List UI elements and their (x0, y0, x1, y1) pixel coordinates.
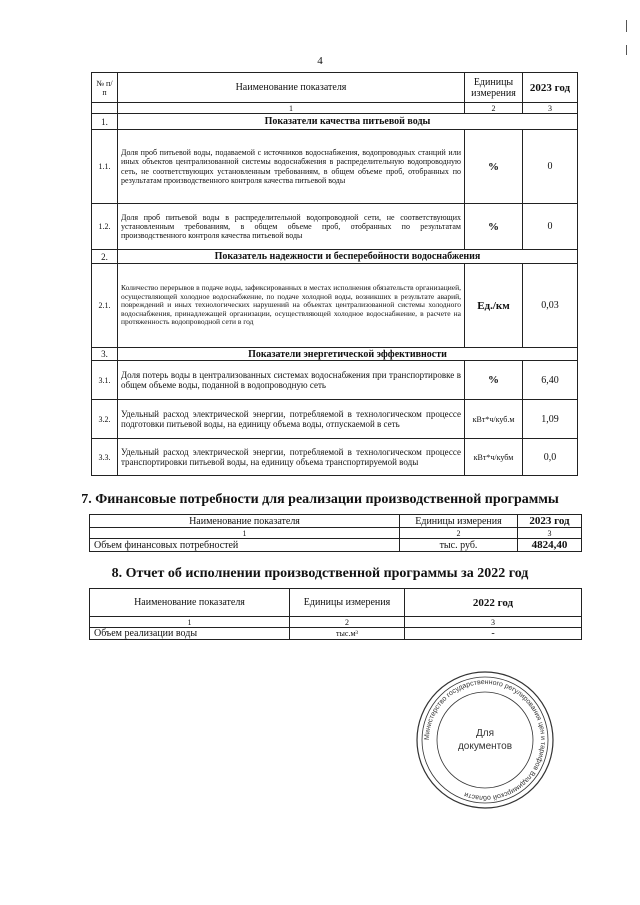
row-desc: Удельный расход электрической энергии, потребляемой в технологическом процессе транспортировки питьевой воды, на единицу объема транспортируемой воды (118, 439, 465, 476)
section-row (92, 114, 578, 130)
indicators-table (91, 72, 578, 476)
page-edge-mark (626, 45, 627, 55)
table-row (92, 264, 578, 348)
row-num: 3.3. (92, 439, 118, 476)
row-value: 0,0 (523, 439, 578, 476)
row-desc: Доля потерь воды в централизованных системах водоснабжения при транспортировке в общем объеме воды, поданной в водопроводную сеть (118, 361, 465, 400)
stamp-center-line2: документов (457, 741, 513, 752)
row-unit: % (465, 130, 523, 204)
header-name: Наименование показателя (90, 515, 400, 528)
row-value: 1,09 (523, 400, 578, 439)
row-desc: Удельный расход электрической энергии, потребляемой в технологическом процессе подготовки питьевой воды, на единицу объема воды, отпускаемой в сеть (118, 400, 465, 439)
section-row (92, 348, 578, 361)
table-row (90, 539, 582, 552)
column-numbers-row (92, 103, 578, 114)
col-number: 1 (90, 528, 400, 539)
official-stamp (415, 670, 555, 810)
table-row (92, 439, 578, 476)
row-num: 1.2. (92, 204, 118, 250)
row-unit: тыс.м³ (290, 628, 405, 640)
col-number: 2 (465, 103, 523, 114)
section-title: Показатель надежности и бесперебойности водоснабжения (118, 250, 578, 264)
section-num: 2. (92, 250, 118, 264)
program-report-table (89, 588, 582, 640)
row-num: 3.1. (92, 361, 118, 400)
row-value: 0 (523, 130, 578, 204)
row-num: 3.2. (92, 400, 118, 439)
row-name: Объем финансовых потребностей (90, 539, 400, 552)
row-value: 6,40 (523, 361, 578, 400)
table-row (90, 628, 582, 640)
header-unit: Единицы измерения (290, 589, 405, 617)
col-number: 2 (290, 617, 405, 628)
table-header-row (90, 515, 582, 528)
header-year: 2023 год (518, 515, 582, 528)
header-unit: Единицы измерения (465, 73, 523, 103)
row-unit: % (465, 204, 523, 250)
column-numbers-row (90, 528, 582, 539)
table-header-row (90, 589, 582, 617)
row-unit: кВт*ч/куб.м (465, 400, 523, 439)
section-title: Показатели энергетической эффективности (118, 348, 578, 361)
header-num: № п/п (92, 73, 118, 103)
col-number: 3 (405, 617, 582, 628)
row-num: 1.1. (92, 130, 118, 204)
stamp-ring-text: Министерство государственного регулирования цен и тарифов Владимирской области (423, 678, 547, 802)
col-number: 3 (523, 103, 578, 114)
row-name: Объем реализации воды (90, 628, 290, 640)
header-name: Наименование показателя (118, 73, 465, 103)
column-numbers-row (90, 617, 582, 628)
table-header-row (92, 73, 578, 103)
row-value: - (405, 628, 582, 640)
row-unit: % (465, 361, 523, 400)
col-number: 1 (90, 617, 290, 628)
section-title: Показатели качества питьевой воды (118, 114, 578, 130)
table-row (92, 400, 578, 439)
section-row (92, 250, 578, 264)
col-number: 2 (400, 528, 518, 539)
page-edge-mark (626, 20, 627, 32)
row-desc: Доля проб питьевой воды в распределительной водопроводной сети, не соответствующих установленным требованиям, в общем объеме проб, отобранных по результатам производственного контроля качества питьевой воды (118, 204, 465, 250)
row-desc: Доля проб питьевой воды, подаваемой с источников водоснабжения, водопроводных станций или иных объектов централизованной системы водоснабжения в распределительную водопроводную сеть, не соответствующих установленным требованиям, в общем объеме проб, отобранных по результатам производственного контроля качества питьевой воды (118, 130, 465, 204)
table-row (92, 361, 578, 400)
page-number: 4 (317, 55, 323, 67)
header-year: 2022 год (405, 589, 582, 617)
row-value: 4824,40 (518, 539, 582, 552)
section-7-heading: 7. Финансовые потребности для реализации производственной программы (81, 492, 559, 507)
row-desc: Количество перерывов в подаче воды, зафиксированных в местах исполнения обязательств организацией, осуществляющей холодное водоснабжение, по подаче холодной воды, возникших в результате аварий, повреждений и иных технологических нарушений на объектах централизованной системы холодного водоснабжения, принадлежащей организации, осуществляющей холодное водоснабжение, в расчете на протяженность водопроводной сети в год (118, 264, 465, 348)
section-8-heading: 8. Отчет об исполнении производственной программы за 2022 год (111, 566, 529, 581)
table-row (92, 204, 578, 250)
section-num: 1. (92, 114, 118, 130)
header-unit: Единицы измерения (400, 515, 518, 528)
row-unit: Ед./км (465, 264, 523, 348)
header-year: 2023 год (523, 73, 578, 103)
row-value: 0 (523, 204, 578, 250)
row-value: 0,03 (523, 264, 578, 348)
section-num: 3. (92, 348, 118, 361)
row-num: 2.1. (92, 264, 118, 348)
row-unit: тыс. руб. (400, 539, 518, 552)
table-row (92, 130, 578, 204)
col-number: 3 (518, 528, 582, 539)
col-number: 1 (118, 103, 465, 114)
stamp-center-line1: Для (475, 728, 495, 739)
financial-needs-table (89, 514, 582, 552)
header-name: Наименование показателя (90, 589, 290, 617)
row-unit: кВт*ч/кубм (465, 439, 523, 476)
